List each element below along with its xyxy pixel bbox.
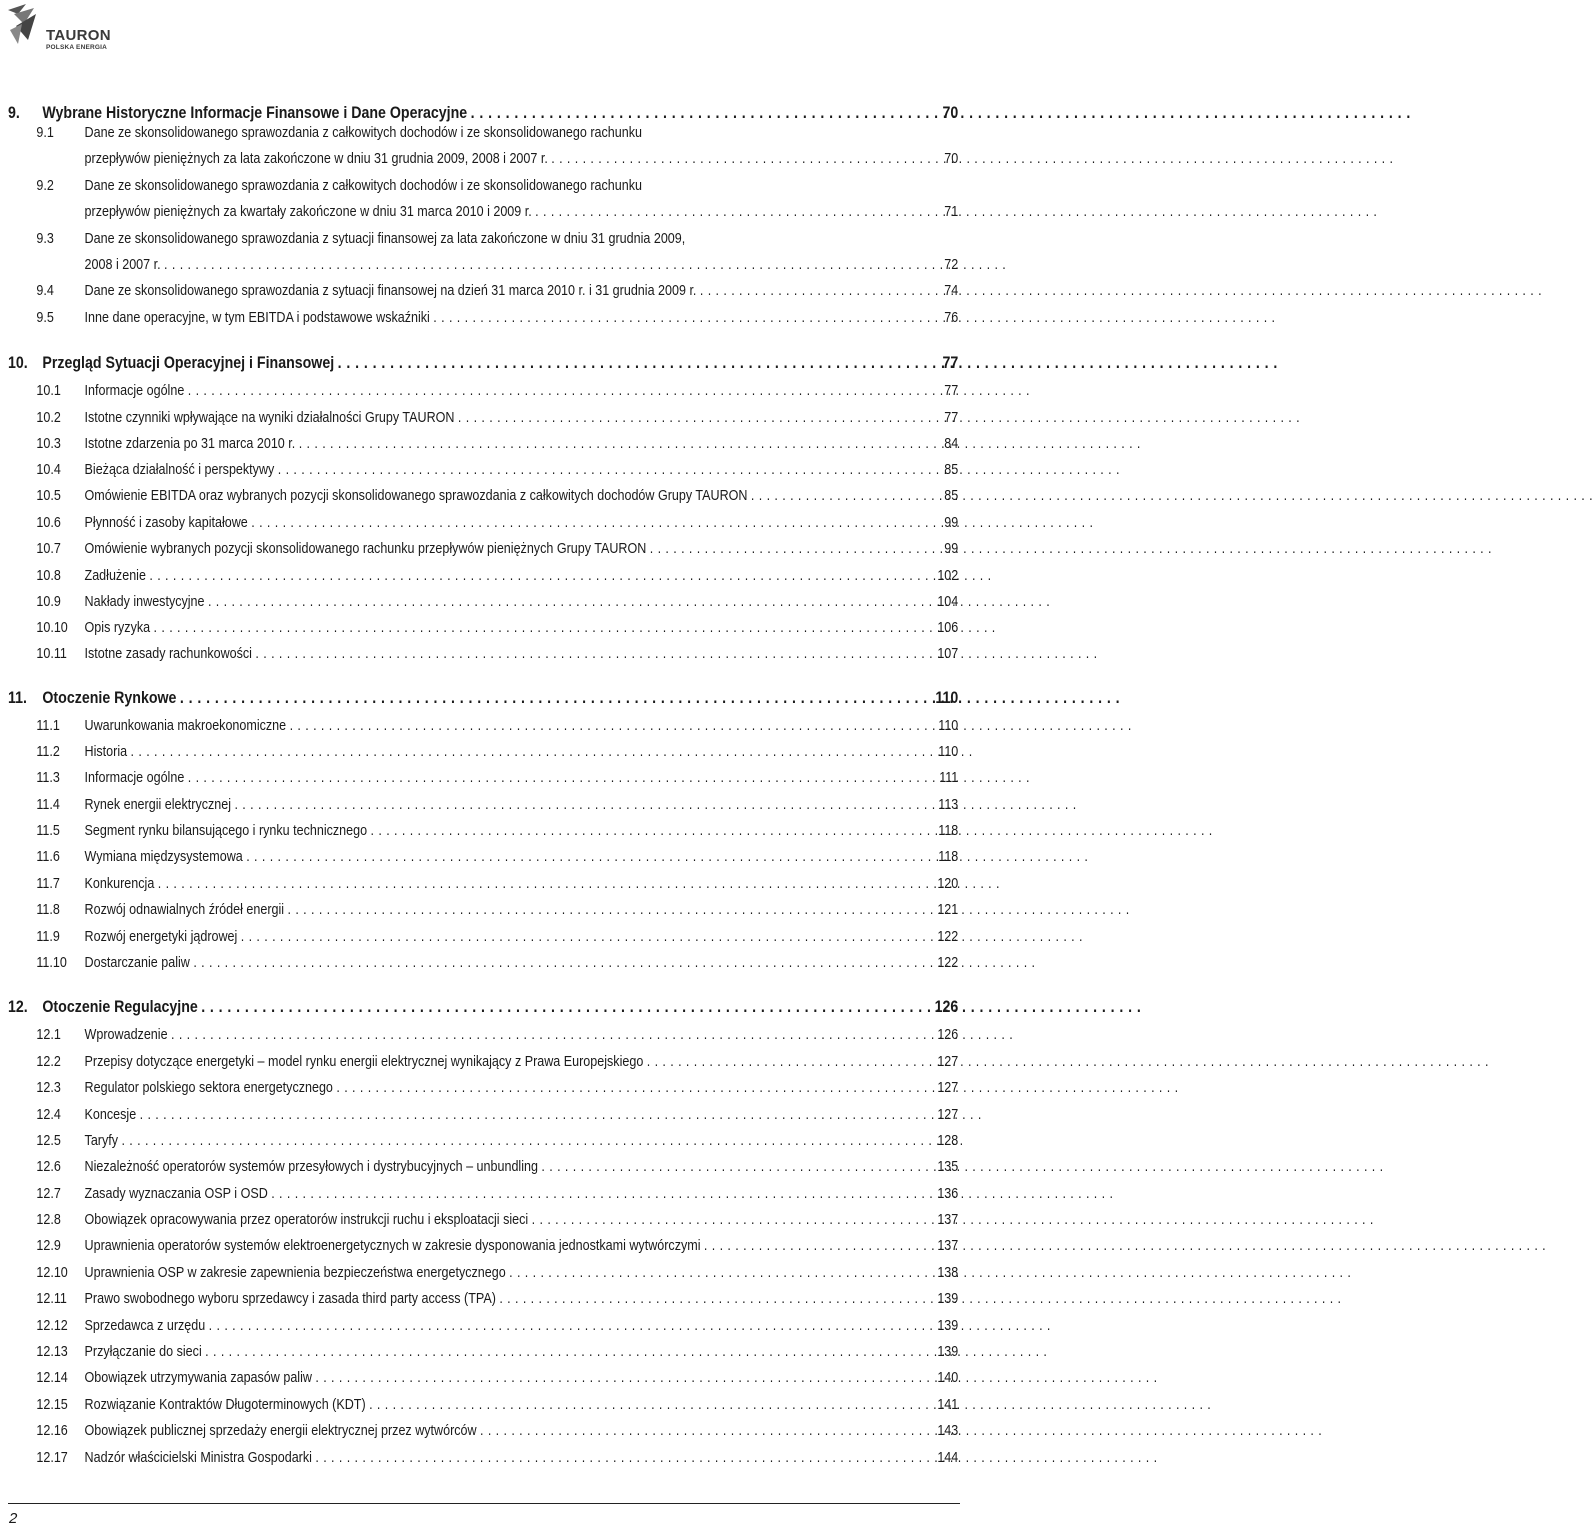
toc-entry-page: 137: [937, 1212, 959, 1228]
toc-entry-page: 120: [937, 876, 959, 892]
toc-entry-title: Uprawnienia operatorów systemów elektroenergetycznych w zakresie dysponowania jednostkami wytwórczymi: [84, 1238, 701, 1254]
toc-dot-leader: [188, 378, 929, 404]
toc-entry-number: 10.5: [36, 488, 61, 504]
toc-entry-page: 70: [944, 151, 959, 167]
toc-entry-number: 11.1: [36, 718, 60, 734]
toc-entry-number: 11.2: [36, 744, 60, 760]
toc-entry-page: 121: [937, 902, 959, 918]
toc-dot-leader: [704, 1233, 929, 1259]
toc-entry-title: Taryfy: [84, 1133, 119, 1149]
toc-entry-number: 12.14: [36, 1370, 68, 1386]
toc-entry-page: 77: [942, 354, 959, 372]
toc-entry-title: Otoczenie Regulacyjne: [42, 998, 198, 1016]
toc-entry-number: 11.4: [36, 797, 60, 813]
toc-dot-leader: [140, 1102, 929, 1128]
toc-entry-title: Rynek energii elektrycznej: [84, 797, 232, 813]
toc-entry-number: 11.5: [36, 823, 60, 839]
toc-dot-leader: [535, 199, 929, 225]
toc-entry-number: 12.15: [36, 1397, 68, 1413]
toc-entry-number: 12.16: [36, 1423, 68, 1439]
toc-entry-page: 104: [937, 594, 959, 610]
toc-entry-title: Nakłady inwestycyjne: [84, 594, 205, 610]
toc-entry-title: Prawo swobodnego wyboru sprzedawcy i zasada third party access (TPA): [84, 1291, 496, 1307]
toc-entry-page: 139: [937, 1291, 959, 1307]
toc-entry-number: 12.2: [36, 1054, 61, 1070]
toc-dot-leader: [650, 536, 929, 562]
toc-entry-number: 12.: [8, 998, 28, 1016]
toc-entry-number: 12.8: [36, 1212, 61, 1228]
toc-dot-leader: [164, 252, 929, 278]
toc-entry-title: Opis ryzyka: [84, 620, 151, 636]
toc-entry-title: Nadzór właścicielski Ministra Gospodarki: [84, 1450, 312, 1466]
toc-entry-title-continuation: przepływów pieniężnych za lata zakończone w dniu 31 grudnia 2009, 2008 i 2007 r.: [84, 151, 548, 167]
toc-entry-title: Koncesje: [84, 1107, 137, 1123]
toc-entry-page: 126: [934, 998, 959, 1016]
toc-entry-title: Konkurencja: [84, 876, 155, 892]
toc-entry-page: 102: [937, 568, 959, 584]
toc-entry-page: 113: [938, 797, 959, 813]
toc-entry-page: 127: [937, 1080, 959, 1096]
toc-entry-page: 144: [937, 1450, 959, 1466]
toc-entry-page: 141: [937, 1397, 959, 1413]
toc-dot-leader: [208, 589, 929, 615]
toc-entry-title: Omówienie wybranych pozycji skonsolidowanego rachunku przepływów pieniężnych Grupy TAURON: [84, 541, 647, 557]
toc-entry-page: 127: [937, 1054, 959, 1070]
toc-entry-number: 9.2: [36, 178, 54, 194]
toc-entry-title: Historia: [84, 744, 128, 760]
toc-entry-number: 12.17: [36, 1450, 68, 1466]
toc-dot-leader: [480, 1418, 929, 1444]
toc-entry-page: 84: [944, 436, 959, 452]
toc-entry-number: 9.4: [36, 283, 54, 299]
toc-dot-leader: [193, 950, 929, 976]
toc-entry-page: 110: [938, 718, 959, 734]
toc-dot-leader: [271, 1181, 929, 1207]
toc-dot-leader: [171, 1022, 929, 1048]
toc-entry-title: Otoczenie Rynkowe: [42, 689, 177, 707]
toc-entry-title: Wprowadzenie: [84, 1027, 168, 1043]
toc-entry-number: 12.6: [36, 1159, 61, 1175]
toc-entry-page: 99: [944, 541, 959, 557]
toc-dot-leader: [158, 871, 929, 897]
toc-entry-title: Bieżąca działalność i perspektywy: [84, 462, 275, 478]
page-number: 2: [9, 1510, 18, 1527]
toc-entry-number: 11.7: [36, 876, 60, 892]
toc-entry-page: 107: [937, 646, 959, 662]
toc-entry-number: 12.7: [36, 1186, 61, 1202]
toc-entry-number: 9.5: [36, 310, 54, 326]
toc-entry-number: 11.9: [36, 929, 60, 945]
toc-entry-page: 128: [937, 1133, 959, 1149]
toc-entry-number: 11.8: [36, 902, 60, 918]
toc-entry-number: 10.8: [36, 568, 61, 584]
toc-entry-title: Płynność i zasoby kapitałowe: [84, 515, 248, 531]
toc-entry-page: 70: [942, 104, 959, 122]
toc-entry-page: 99: [944, 515, 959, 531]
toc-dot-leader: [458, 405, 929, 431]
toc-entry-page: 122: [937, 929, 959, 945]
toc-entry-title: Istotne czynniki wpływające na wyniki działalności Grupy TAURON: [84, 410, 455, 426]
toc-dot-leader: [241, 924, 929, 950]
toc-entry-number: 11.6: [36, 849, 60, 865]
toc-entry-title: Rozwój energetyki jądrowej: [84, 929, 238, 945]
toc-dot-leader: [149, 563, 929, 589]
toc-entry-page: 139: [937, 1344, 959, 1360]
toc-entry-title: Rozwiązanie Kontraktów Długoterminowych (KDT): [84, 1397, 366, 1413]
toc-entry-title: Przegląd Sytuacji Operacyjnej i Finansowej: [42, 354, 335, 372]
toc-entry-title: Istotne zasady rachunkowości: [84, 646, 252, 662]
toc-dot-leader: [290, 713, 929, 739]
toc-entry-title: Regulator polskiego sektora energetycznego: [84, 1080, 333, 1096]
toc-dot-leader: [209, 1313, 929, 1339]
toc-entry-page: 118: [938, 849, 959, 865]
toc-entry-number: 9.3: [36, 231, 54, 247]
logo-wordmark: TAURON: [46, 27, 111, 44]
toc-dot-leader: [255, 641, 929, 667]
toc-dot-leader: [369, 1392, 929, 1418]
toc-entry-title: Przyłączanie do sieci: [84, 1344, 202, 1360]
toc-entry-title: Wybrane Historyczne Informacje Finansowe i Dane Operacyjne: [42, 104, 468, 122]
toc-entry-title: Dane ze skonsolidowanego sprawozdania z sytuacji finansowej za lata zakończone w dniu 31 grudnia 2009,: [84, 231, 686, 247]
toc-dot-leader: [647, 1049, 929, 1075]
toc-entry-page: 143: [937, 1423, 959, 1439]
toc-entry-number: 12.5: [36, 1133, 61, 1149]
toc-entry-page: 111: [939, 770, 959, 786]
toc-entry-number: 12.12: [36, 1318, 68, 1334]
toc-entry-number: 10.3: [36, 436, 61, 452]
toc-entry-title: Segment rynku bilansującego i rynku technicznego: [84, 823, 368, 839]
toc-entry-number: 10.11: [36, 646, 67, 662]
toc-entry-title: Zadłużenie: [84, 568, 146, 584]
toc-entry-page: 122: [937, 955, 959, 971]
toc-dot-leader: [371, 818, 929, 844]
toc-entry-number: 10.4: [36, 462, 61, 478]
toc-entry-number: 12.3: [36, 1080, 61, 1096]
toc-entry-number: 10.: [8, 354, 28, 372]
toc-entry-title: Obowiązek opracowywania przez operatorów instrukcji ruchu i eksploatacji sieci: [84, 1212, 529, 1228]
toc-entry-page: 118: [938, 823, 959, 839]
toc-entry-number: 11.10: [36, 955, 67, 971]
toc-entry-page: 85: [944, 488, 959, 504]
toc-entry-title: Rozwój odnawialnych źródeł energii: [84, 902, 285, 918]
toc-entry-page: 110: [935, 689, 959, 707]
toc-dot-leader: [541, 1154, 929, 1180]
toc-entry-number: 12.9: [36, 1238, 61, 1254]
toc-entry-title: Omówienie EBITDA oraz wybranych pozycji skonsolidowanego sprawozdania z całkowitych dochodów Grupy TAURON: [84, 488, 748, 504]
toc-entry-title: Zasady wyznaczania OSP i OSD: [84, 1186, 268, 1202]
toc-entry-number: 10.1: [36, 383, 61, 399]
toc-dot-leader: [751, 483, 929, 509]
toc-entry-title: Przepisy dotyczące energetyki – model rynku energii elektrycznej wynikający z Prawa Europejskiego: [84, 1054, 644, 1070]
toc-dot-leader: [278, 457, 929, 483]
toc-dot-leader: [234, 792, 929, 818]
toc-entry-title: Informacje ogólne: [84, 383, 185, 399]
logo-tagline: POLSKA ENERGIA: [46, 44, 108, 51]
toc-dot-leader: [188, 765, 929, 791]
toc-entry-number: 12.13: [36, 1344, 68, 1360]
toc-entry-page: 126: [937, 1027, 959, 1043]
toc-dot-leader: [336, 1075, 929, 1101]
toc-entry-title: Wymiana międzysystemowa: [84, 849, 243, 865]
toc-entry-title: Obowiązek publicznej sprzedaży energii elektrycznej przez wytwórców: [84, 1423, 477, 1439]
toc-dot-leader: [180, 685, 929, 711]
toc-entry-title-continuation: 2008 i 2007 r.: [84, 257, 161, 273]
toc-entry-number: 10.2: [36, 410, 61, 426]
toc-entry-page: 110: [938, 744, 959, 760]
toc-entry-title: Sprzedawca z urzędu: [84, 1318, 206, 1334]
toc-entry-page: 71: [944, 204, 959, 220]
toc-dot-leader: [246, 844, 929, 870]
toc-entry-page: 77: [944, 410, 959, 426]
toc-dot-leader: [121, 1128, 929, 1154]
toc-entry-number: 11.: [8, 689, 27, 707]
toc-entry-page: 135: [937, 1159, 959, 1175]
toc-entry-title: Informacje ogólne: [84, 770, 185, 786]
toc-entry-number: 11.3: [36, 770, 60, 786]
tauron-logo-mark-icon: [6, 0, 46, 48]
toc-entry-page: 72: [944, 257, 959, 273]
toc-entry-page: 85: [944, 462, 959, 478]
toc-entry-number: 10.7: [36, 541, 61, 557]
toc-entry-page: 139: [937, 1318, 959, 1334]
toc-dot-leader: [154, 615, 929, 641]
toc-entry-number: 10.10: [36, 620, 68, 636]
toc-dot-leader: [551, 146, 929, 172]
toc-entry-page: 74: [944, 283, 959, 299]
toc-dot-leader: [251, 510, 929, 536]
toc-entry-page: 76: [944, 310, 959, 326]
toc-entry-title: Dane ze skonsolidowanego sprawozdania z całkowitych dochodów i ze skonsolidowanego rachunku: [84, 178, 642, 194]
toc-dot-leader: [499, 1286, 929, 1312]
toc-dot-leader: [700, 278, 929, 304]
toc-entry-page: 136: [937, 1186, 959, 1202]
toc-entry-number: 12.11: [36, 1291, 67, 1307]
toc-entry-title: Dostarczanie paliw: [84, 955, 190, 971]
toc-entry-title: Inne dane operacyjne, w tym EBITDA i podstawowe wskaźniki: [84, 310, 430, 326]
toc-entry-page: 137: [937, 1238, 959, 1254]
toc-dot-leader: [509, 1260, 929, 1286]
toc-dot-leader: [532, 1207, 929, 1233]
toc-entry-number: 9.: [8, 104, 20, 122]
toc-entry-title: Uwarunkowania makroekonomiczne: [84, 718, 287, 734]
toc-entry-page: 140: [937, 1370, 959, 1386]
toc-dot-leader: [338, 350, 929, 376]
toc-entry-page: 127: [937, 1107, 959, 1123]
toc-entry-number: 10.6: [36, 515, 61, 531]
toc-entry-number: 12.1: [36, 1027, 61, 1043]
toc-entry-title: Dane ze skonsolidowanego sprawozdania z całkowitych dochodów i ze skonsolidowanego rachunku: [84, 125, 642, 141]
tauron-logo: [6, 0, 126, 56]
toc-entry-number: 10.9: [36, 594, 61, 610]
toc-entry-title: Dane ze skonsolidowanego sprawozdania z sytuacji finansowej na dzień 31 marca 2010 r. i 31 grudnia 2009 r.: [84, 283, 697, 299]
toc-dot-leader: [288, 897, 930, 923]
toc-entry-number: 12.4: [36, 1107, 61, 1123]
toc-dot-leader: [131, 739, 930, 765]
toc-dot-leader: [201, 994, 929, 1020]
footer-divider: [8, 1503, 960, 1504]
toc-entry-title-continuation: przepływów pieniężnych za kwartały zakończone w dniu 31 marca 2010 i 2009 r.: [84, 204, 532, 220]
toc-entry-title: Obowiązek utrzymywania zapasów paliw: [84, 1370, 312, 1386]
toc-entry-number: 12.10: [36, 1265, 68, 1281]
toc-entry-title: Uprawnienia OSP w zakresie zapewnienia bezpieczeństwa energetycznego: [84, 1265, 506, 1281]
toc-dot-leader: [315, 1445, 929, 1471]
toc-entry-title: Istotne zdarzenia po 31 marca 2010 r.: [84, 436, 296, 452]
toc-entry-title: Niezależność operatorów systemów przesyłowych i dystrybucyjnych – unbundling: [84, 1159, 538, 1175]
toc-entry-page: 77: [944, 383, 959, 399]
toc-entry-page: 138: [937, 1265, 959, 1281]
toc-entry-page: 106: [937, 620, 959, 636]
toc-dot-leader: [433, 305, 929, 331]
toc-dot-leader: [315, 1365, 929, 1391]
toc-entry-number: 9.1: [36, 125, 54, 141]
toc-dot-leader: [205, 1339, 929, 1365]
toc-dot-leader: [299, 431, 929, 457]
